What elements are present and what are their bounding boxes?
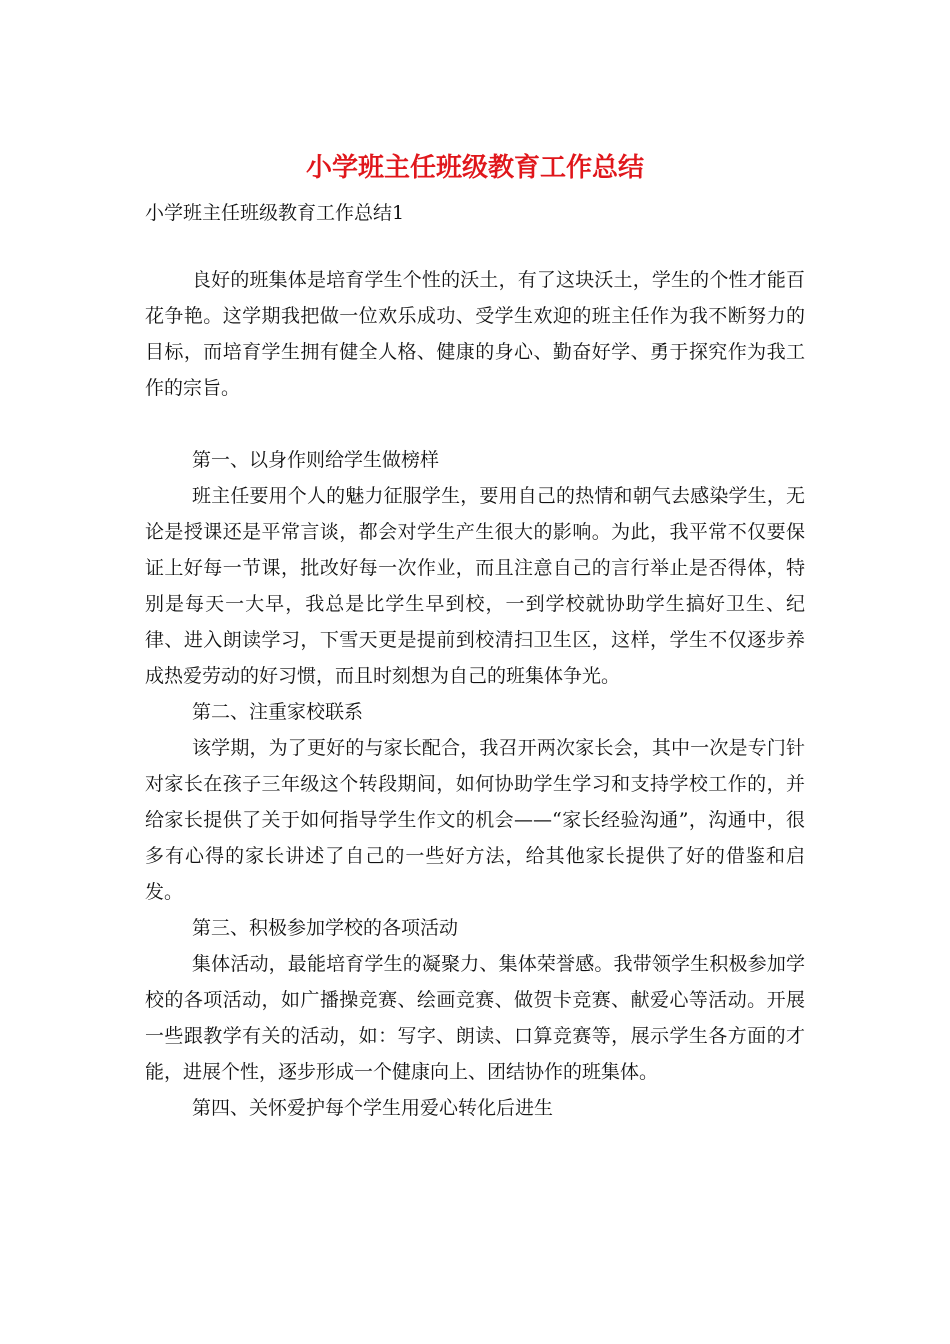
section-4-heading: 第四、关怀爱护每个学生用爱心转化后进生 bbox=[192, 1097, 554, 1119]
section-3-text: 集体活动，最能培育学生的凝聚力、集体荣誉感。我带领学生积极参加学校的各项活动，如广播操竞赛、绘画竞赛、做贺卡竞赛、献爱心等活动。开展一些跟教学有关的活动，如：写字、朗读、口算竞赛等，展示学生各方面的才能，进展个性，逐步形成一个健康向上、团结协作的班集体。 bbox=[145, 953, 805, 1083]
document-subtitle: 小学班主任班级教育工作总结1 bbox=[145, 202, 405, 224]
section-2-heading: 第二、注重家校联系 bbox=[192, 701, 364, 723]
paragraph-gap bbox=[145, 406, 805, 442]
section-1-text: 班主任要用个人的魅力征服学生，要用自己的热情和朝气去感染学生，无论是授课还是平常言谈，都会对学生产生很大的影响。为此，我平常不仅要保证上好每一节课，批改好每一次作业，而且注意自己的言行举止是否得体，特别是每天一大早，我总是比学生早到校，一到学校就协助学生搞好卫生、纪律、进入朗读学习，下雪天更是提前到校清扫卫生区，这样，学生不仅逐步养成热爱劳动的好习惯，而且时刻想为自己的班集体争光。 bbox=[145, 485, 805, 687]
document-body bbox=[145, 262, 805, 1126]
section-1-heading: 第一、以身作则给学生做榜样 bbox=[192, 449, 440, 471]
intro-paragraph: 良好的班集体是培育学生个性的沃土，有了这块沃土，学生的个性才能百花争艳。这学期我把做一位欢乐成功、受学生欢迎的班主任作为我不断努力的目标，而培育学生拥有健全人格、健康的身心、勤奋好学、勇于探究作为我工作的宗旨。 bbox=[145, 269, 805, 399]
section-3-heading: 第三、积极参加学校的各项活动 bbox=[192, 917, 459, 939]
section-2-text: 该学期，为了更好的与家长配合，我召开两次家长会，其中一次是专门针对家长在孩子三年级这个转段期间，如何协助学生学习和支持学校工作的，并给家长提供了关于如何指导学生作文的机会——“家长经验沟通”，沟通中，很多有心得的家长讲述了自己的一些好方法，给其他家长提供了好的借鉴和启发。 bbox=[145, 737, 805, 903]
document-title: 小学班主任班级教育工作总结 bbox=[305, 153, 644, 183]
